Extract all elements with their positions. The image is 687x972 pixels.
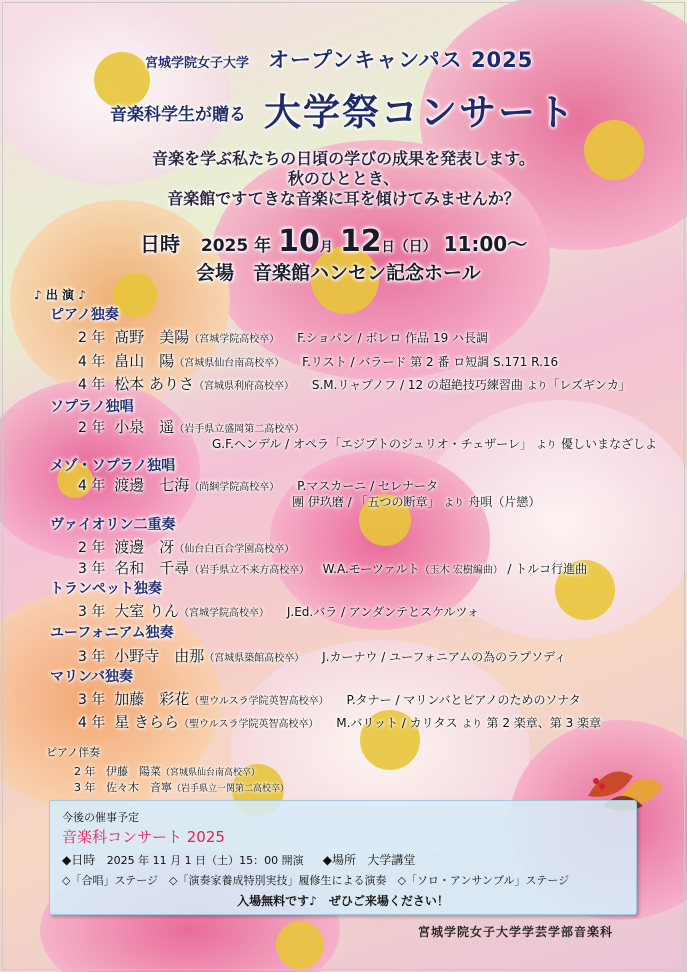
performer-name: 加藤 彩花 (114, 690, 190, 708)
datetime-time: 11:00〜 (443, 232, 528, 256)
piece: M.バリット / カリタス (336, 716, 458, 730)
festival-title: 大学祭コンサート (264, 91, 576, 134)
footer-department: 宮城学院女子大学学芸学部音楽科 (418, 925, 614, 939)
university-name: 宮城学院女子大学 (145, 56, 250, 71)
performer-name: 佐々木 音寧 (106, 781, 172, 794)
grade: 4 年 (78, 377, 106, 393)
program-row (78, 645, 566, 666)
performer-name: 大室 りん (114, 602, 180, 620)
piece-excerpt: 第 2 楽章、第 3 楽章 (486, 716, 602, 730)
yori: より (527, 381, 548, 392)
program-row (78, 350, 558, 371)
program-row (78, 536, 294, 557)
performer-name: 髙野 美陽 (114, 328, 190, 346)
datetime-year: 2025 年 (200, 236, 272, 256)
school: （聖ウルスラ学院英智高校卒） (179, 719, 319, 730)
performer-name: 小泉 遥 (114, 418, 175, 436)
performer-name: 渡邊 七海 (114, 476, 190, 494)
piece: W.A.モーツァルト (322, 562, 420, 576)
piece: 團 伊玖磨 / 「五つの断章」 (292, 495, 440, 509)
date-label: ◆日時 (62, 853, 96, 867)
program-row (212, 435, 657, 452)
datetime-day: 12 (339, 224, 382, 259)
place-value: 大学講堂 (367, 853, 416, 867)
upcoming-title: 音楽科コンサート 2025 (62, 828, 225, 846)
piece-excerpt: 優しいまなざしよ (560, 437, 657, 451)
date-value: 2025 年 11 月 1 日（土）15：00 開演 (106, 854, 304, 867)
accompanist-row (74, 763, 260, 779)
free-admission-call: 入場無料です♪ ぜひご来場ください！ (237, 894, 449, 908)
datetime-month-unit: 月 (319, 240, 333, 255)
upcoming-stages: ◇「合唱」ステージ ◇「演奏家養成特別実技」履修生による演奏 ◇「ソロ・アンサンブル」ステージ (62, 874, 570, 887)
upcoming-events-box (49, 800, 637, 915)
category-piano: ピアノ独奏 (50, 307, 119, 323)
performer-name: 小野寺 由那 (114, 647, 205, 665)
performer-name: 松本 ありさ (114, 375, 195, 393)
school: （宮城学院高校卒） (189, 334, 280, 345)
piece: F.リスト / バラード 第 2 番 ロ短調 S.171 R.16 (302, 355, 559, 369)
piece: J.カーナウ / ユーフォニアムの為のラプソディ (322, 650, 567, 664)
piece: G.F.ヘンデル / オペラ「エジプトのジュリオ・チェザーレ」 (212, 437, 533, 451)
category-mezzo: メゾ・ソプラノ独唱 (50, 458, 176, 474)
school: （宮城学院高校卒） (179, 608, 270, 619)
open-campus-title: オープンキャンパス 2025 (268, 48, 534, 72)
school: （宮城県仙台南高校卒） (161, 768, 261, 778)
datetime-month: 10 (278, 224, 320, 259)
event-datetime (140, 224, 527, 259)
yori: より (443, 498, 464, 509)
grade: 3 年 (78, 692, 106, 708)
piece: F.ショパン / ボレロ 作品 19 ハ長調 (297, 331, 489, 345)
school: （岩手県立盛岡第二高校卒） (174, 424, 305, 435)
grade: 4 年 (78, 354, 106, 370)
lead-line-1: 音楽を学ぶ私たちの日頃の学びの成果を発表します。 (152, 149, 535, 168)
datetime-day-unit: 日 (381, 240, 395, 255)
piece: J.Ed.バラ / アンダンテとスケルツォ (286, 605, 479, 619)
performers-heading: ♪ 出 演 ♪ (34, 288, 86, 302)
grade: 3 年 (74, 781, 96, 794)
upcoming-date-line (62, 851, 415, 868)
piece: P.マスカーニ / セレナータ (297, 479, 438, 493)
school: （尚絅学院高校卒） (189, 482, 280, 493)
category-violin: ヴァイオリン二重奏 (50, 517, 176, 533)
category-marimba: マリンバ独奏 (50, 669, 134, 685)
piece-title: / トルコ行進曲 (507, 562, 588, 576)
gift-subtitle: 音楽科学生が贈る (110, 105, 246, 125)
category-euphonium: ユーフォニアム独奏 (50, 625, 174, 641)
program-row (78, 373, 631, 394)
lead-line-2: 秋のひととき、 (287, 169, 400, 188)
performer-name: 伊藤 陽菜 (106, 765, 161, 778)
school: （聖ウルスラ学院英智高校卒） (189, 696, 329, 707)
grade: 2 年 (74, 765, 96, 778)
upcoming-heading: 今後の催事予定 (62, 811, 139, 824)
program-row (78, 711, 601, 732)
program-row (78, 557, 587, 578)
arranger: （玉木 宏樹編曲） (419, 565, 503, 576)
grade: 4 年 (78, 478, 106, 494)
piece: P.タナー / マリンバとピアノのためのソナタ (346, 693, 581, 707)
place-label: ◆場所 (322, 853, 356, 867)
performer-name: 渡邊 冴 (114, 538, 175, 556)
school: （宮城県築館高校卒） (204, 653, 305, 664)
program-row (78, 416, 304, 437)
grade: 3 年 (78, 649, 106, 665)
program-row (78, 600, 479, 621)
grade: 2 年 (78, 330, 106, 346)
program-row (78, 688, 581, 709)
program-row (78, 326, 488, 347)
program-row (78, 474, 438, 495)
school: （宮城県利府高校卒） (194, 381, 295, 392)
program-row (292, 493, 540, 510)
performer-name: 名和 千尋 (114, 559, 190, 577)
accompanist-row (74, 779, 289, 795)
category-soprano: ソプラノ独唱 (50, 399, 134, 415)
school: （宮城県仙台南高校卒） (174, 358, 285, 369)
grade: 4 年 (78, 715, 106, 731)
datetime-label: 日時 (140, 232, 180, 256)
datetime-weekday: （日） (394, 239, 437, 255)
yori: より (536, 440, 557, 451)
piece-excerpt: 舟唄（片戀） (468, 495, 541, 509)
category-trumpet: トランペット独奏 (50, 581, 162, 597)
lead-line-3: 音楽館ですてきな音楽に耳を傾けてみませんか？ (167, 189, 520, 208)
grade: 2 年 (78, 540, 106, 556)
piece-excerpt: 「レズギンカ」 (547, 378, 631, 392)
school: （岩手県立一関第二高校卒） (172, 784, 290, 794)
piece: S.M.リャプノフ / 12 の超絶技巧練習曲 (311, 378, 523, 392)
performer-name: 星 きらら (114, 713, 180, 731)
event-venue: 会場 音楽館ハンセン記念ホール (196, 262, 481, 284)
category-accompanist: ピアノ伴奏 (46, 746, 101, 759)
school: （岩手県立不来方高校卒） (189, 565, 310, 576)
performer-name: 畠山 陽 (114, 352, 175, 370)
grade: 3 年 (78, 604, 106, 620)
yori: より (462, 719, 483, 730)
grade: 2 年 (78, 420, 106, 436)
grade: 3 年 (78, 561, 106, 577)
school: （仙台白百合学園高校卒） (174, 544, 295, 555)
